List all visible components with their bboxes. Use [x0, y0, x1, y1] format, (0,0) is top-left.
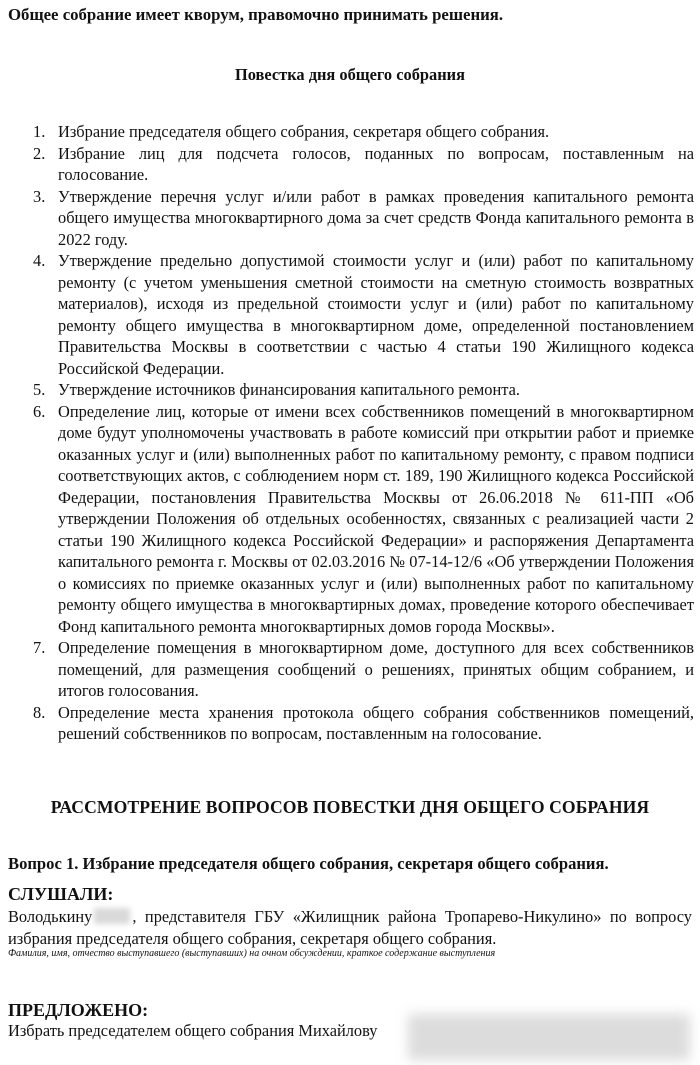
- speaker-note: Фамилия, имя, отчество выступавшего (выступавших) на очном обсуждении, краткое содержание выступления: [8, 948, 496, 959]
- agenda-item: [0, 250, 694, 379]
- proposed-heading: ПРЕДЛОЖЕНО:: [8, 1000, 149, 1020]
- redacted-initials: [94, 908, 130, 924]
- agenda-item-text: Определение лиц, которые от имени всех собственников помещений в многоквартирном доме будут уполномочены участвовать в работе комиссий при открытии работ и приемке оказанных услуг и (или) выполненных работ по капитальному ремонту, с правом подписи соответствующих актов, с соблюдением норм ст. 189, 190 Жилищного кодекса Российской Федерации, постановления Правительства Москвы от 26.06.2018 № 611-ПП «Об утверждении Положения об отдельных особенностях, связанных с реализацией части 2 статьи 190 Жилищного кодекса Российской Федерации» и распоряжения Департамента капитального ремонта г. Москвы от 02.03.2016 № 07-14-12/6 «Об утверждении Положения о комиссиях по приемке оказанных услуг и (или) выполненных работ по капитальному ремонту общего имущества в многоквартирных домах, проведение которого обеспечивает Фонд капитального ремонта многоквартирных домов города Москвы».: [58, 401, 694, 636]
- agenda-item: [0, 702, 694, 745]
- speaker-surname: Володькину: [8, 907, 93, 926]
- agenda-item-text: Утверждение перечня услуг и/или работ в рамках проведения капитального ремонта общего имущества многоквартирного дома за счет средств Фонда капитального ремонта в 2022 году.: [58, 186, 694, 249]
- agenda-item-number: 6.: [33, 401, 46, 421]
- agenda-item: [0, 379, 694, 401]
- heard-heading: СЛУШАЛИ:: [8, 884, 114, 904]
- heard-text: , представителя ГБУ «Жилищник района Тропарево-Никулино» по вопросу избрания председателя общего собрания, секретаря общего собрания.: [8, 907, 692, 948]
- agenda-list: [0, 121, 694, 745]
- quorum-statement: Общее собрание имеет кворум, правомочно принимать решения.: [8, 5, 504, 24]
- redacted-name: [408, 1014, 690, 1060]
- agenda-item-text: Утверждение предельно допустимой стоимости услуг и (или) работ по капитальному ремонту (с учетом уменьшения сметной стоимости на сметную стоимость возвратных материалов), исходя из предельной стоимости услуг и (или) работ по капитальному ремонту общего имущества в многоквартирном доме, определенной постановлением Правительства Москвы в соответствии с частью 4 статьи 190 Жилищного кодекса Российской Федерации.: [58, 251, 694, 378]
- agenda-item-number: 8.: [33, 702, 46, 722]
- agenda-item-text: Утверждение источников финансирования капитального ремонта.: [58, 380, 520, 399]
- agenda-item-number: 7.: [33, 638, 46, 657]
- agenda-item-text: Избрание лиц для подсчета голосов, поданных по вопросам, поставленным на голосование.: [58, 143, 694, 184]
- agenda-item: [0, 401, 694, 638]
- agenda-item: [0, 143, 694, 186]
- agenda-item-number: 4.: [33, 251, 46, 270]
- agenda-title: Повестка дня общего собрания: [235, 65, 465, 84]
- heard-paragraph: [8, 906, 692, 949]
- agenda-item: [0, 637, 694, 702]
- question-1-title: Вопрос 1. Избрание председателя общего собрания, секретаря общего собрания.: [8, 854, 609, 873]
- agenda-item-number: 2.: [33, 143, 46, 163]
- proposed-text: Избрать председателем общего собрания Михайлову: [8, 1021, 378, 1040]
- agenda-item-number: 1.: [33, 122, 46, 141]
- agenda-item-number: 5.: [33, 380, 46, 399]
- agenda-item-text: Избрание председателя общего собрания, секретаря общего собрания.: [58, 122, 550, 141]
- agenda-item-text: Определение помещения в многоквартирном доме, доступного для всех собственников помещений, для размещения сообщений о решениях, принятых общим собранием, и итогов голосования.: [58, 638, 694, 700]
- agenda-item: [0, 186, 694, 251]
- section-title: РАССМОТРЕНИЕ ВОПРОСОВ ПОВЕСТКИ ДНЯ ОБЩЕГО СОБРАНИЯ: [50, 797, 650, 817]
- agenda-item-number: 3.: [33, 186, 46, 206]
- agenda-item: [0, 121, 694, 143]
- agenda-item-text: Определение места хранения протокола общего собрания собственников помещений, решений собственников по вопросам, поставленным на голосование.: [58, 702, 694, 743]
